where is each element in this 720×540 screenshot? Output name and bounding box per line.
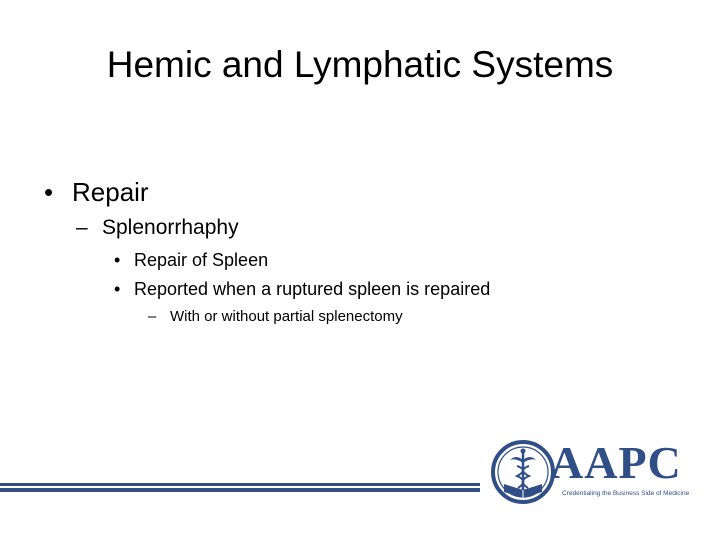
bullet-marker: • xyxy=(114,250,121,270)
footer-rule xyxy=(0,488,480,492)
bullet-text: Repair of Spleen xyxy=(134,250,269,270)
aapc-logo xyxy=(490,436,688,508)
dash-marker: – xyxy=(76,216,88,239)
bullet-text: Splenorrhaphy xyxy=(102,216,239,239)
footer-rule xyxy=(0,483,480,486)
logo-wordmark: AAPC xyxy=(550,437,682,488)
bullet-marker: • xyxy=(44,177,54,207)
bullet-marker: • xyxy=(114,279,121,299)
bullet-text: Repair xyxy=(72,177,149,207)
dash-marker: – xyxy=(148,308,157,325)
logo-tagline: Credentialing the Business Side of Medicine xyxy=(562,490,690,497)
caduceus-emblem-icon xyxy=(490,436,556,508)
bullet-text: Reported when a ruptured spleen is repaired xyxy=(134,279,491,299)
bullet-text: With or without partial splenectomy xyxy=(170,308,403,325)
slide-title: Hemic and Lymphatic Systems xyxy=(106,44,614,85)
